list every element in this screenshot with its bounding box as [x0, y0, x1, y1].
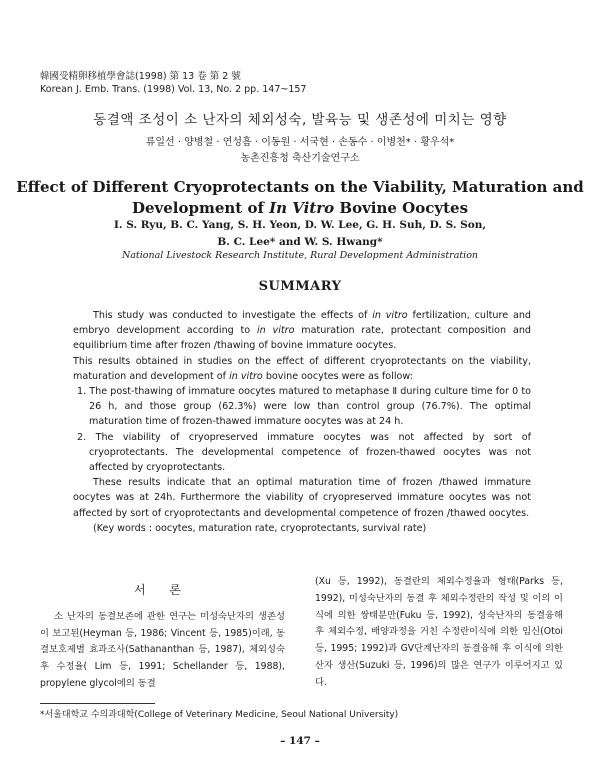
english-affiliation: National Livestock Research Institute, Rural Development Administration	[121, 250, 479, 261]
english-title	[0, 177, 600, 219]
summary-heading: SUMMARY	[258, 279, 342, 294]
abstract-result-2: 2. The viability of cryopreserved immature oocytes was not affected by sort of cryoprotectants. The developmental competence of frozen-thawed oocytes was not affected by cryoprotectants.	[77, 431, 531, 474]
english-authors-line2: B. C. Lee* and W. S. Hwang*	[217, 236, 383, 248]
body-column-right	[315, 574, 563, 692]
body-column-left	[40, 574, 285, 693]
korean-authors: 류일선 · 양병철 · 연성흠 · 이동원 · 서국현 · 손동수 · 이병천* · 황우석*	[145, 137, 455, 148]
english-title-post: Bovine Oocytes	[334, 199, 469, 217]
journal-line-korean: 韓國受精卵移植學會誌(1998) 第 13 卷 第 2 號	[40, 71, 241, 82]
abstract-paragraph-3: These results indicate that an optimal maturation time of frozen /thawed immature oocytes was at 24h. Furthermore the viability of cryopreserved immature oocytes was not affected by sort of cryoprotectants and developmental competence of frozen /thawed oocytes.	[73, 477, 531, 519]
abstract-italic: in vitro	[257, 325, 295, 337]
footnote: *서울대학교 수의과대학(College of Veterinary Medicine, Seoul National University)	[40, 710, 399, 720]
body-paragraph-left: 소 난자의 동결보존에 관한 연구는 미성숙난자의 생존성이 보고된(Heyman 등, 1986; Vincent 등, 1985)이래, 동결보호제별 효과조사(Sathananthan 등, 1987), 체외성숙 후 수정율( Lim 등, 1991; Schellander 등, 1988), propylene glycol에의 동결	[40, 610, 285, 689]
abstract-paragraph-2	[73, 354, 531, 384]
abstract-text: bovine oocytes were as follow:	[262, 370, 413, 382]
abstract-italic: in vitro	[372, 310, 408, 321]
abstract-text: This results obtained in studies on the effect of different cryoprotectants on the viability, maturation and development of	[73, 355, 531, 382]
abstract-result-1: 1. The post-thawing of immature oocytes matured to metaphase Ⅱ during culture time for 0 to 26 h, and those group (62.3%) were low than control group (76.7%). The optimal maturation time of frozen-thawed immature oocytes was at 24 h.	[77, 386, 531, 428]
section-heading-introduction: 서 론	[134, 583, 191, 597]
page-number: – 147 –	[280, 735, 320, 747]
english-title-pre: Development of	[131, 199, 270, 217]
body-paragraph-right: (Xu 등, 1992), 동결란의 체외수정율과 형태(Parks 등, 1992), 미성숙난자의 동결 후 체외수정란의 작성 및 이의 이식에 의한 쌍태분만(Fuku 등, 1992), 성숙난자의 동결융해 후 체외수정, 배양과정을 거친 수정란이식에 의한 임신(Otoi 등, 1995; 1992)과 GV단계난자의 동결융해 후 이식에 의한 산자 생산(Suzuki 등, 1996)의 많은 연구가 이루어지고 있다.	[315, 576, 563, 688]
abstract-text: fertilization, culture and embryo development according to	[73, 310, 531, 337]
korean-affiliation: 농촌진흥청 축산기술연구소	[240, 153, 360, 164]
english-authors	[0, 217, 600, 251]
journal-header	[40, 70, 306, 96]
abstract-text: maturation rate, protectant composition and equilibrium time after frozen /thawing of bovine immature oocytes.	[73, 325, 531, 352]
english-title-line2	[0, 198, 600, 219]
abstract-text: This study was conducted to investigate the effects of	[93, 310, 373, 321]
abstract-keywords: (Key words : oocytes, maturation rate, cryoprotectants, survival rate)	[93, 522, 427, 534]
abstract-italic: in vitro	[229, 370, 263, 382]
english-title-italic: In Vitro	[269, 199, 335, 217]
abstract-paragraph-1	[73, 308, 531, 354]
footnote-divider	[40, 703, 155, 704]
abstract	[73, 308, 531, 536]
english-authors-line1: I. S. Ryu, B. C. Yang, S. H. Yeon, D. W. Lee, G. H. Suh, D. S. Son,	[113, 219, 487, 231]
korean-title: 동결액 조성이 소 난자의 체외성숙, 발육능 및 생존성에 미치는 영향	[93, 112, 507, 128]
english-title-line1: Effect of Different Cryoprotectants on the Viability, Maturation and	[16, 178, 584, 196]
journal-line-english: Korean J. Emb. Trans. (1998) Vol. 13, No. 2 pp. 147~157	[40, 84, 307, 95]
